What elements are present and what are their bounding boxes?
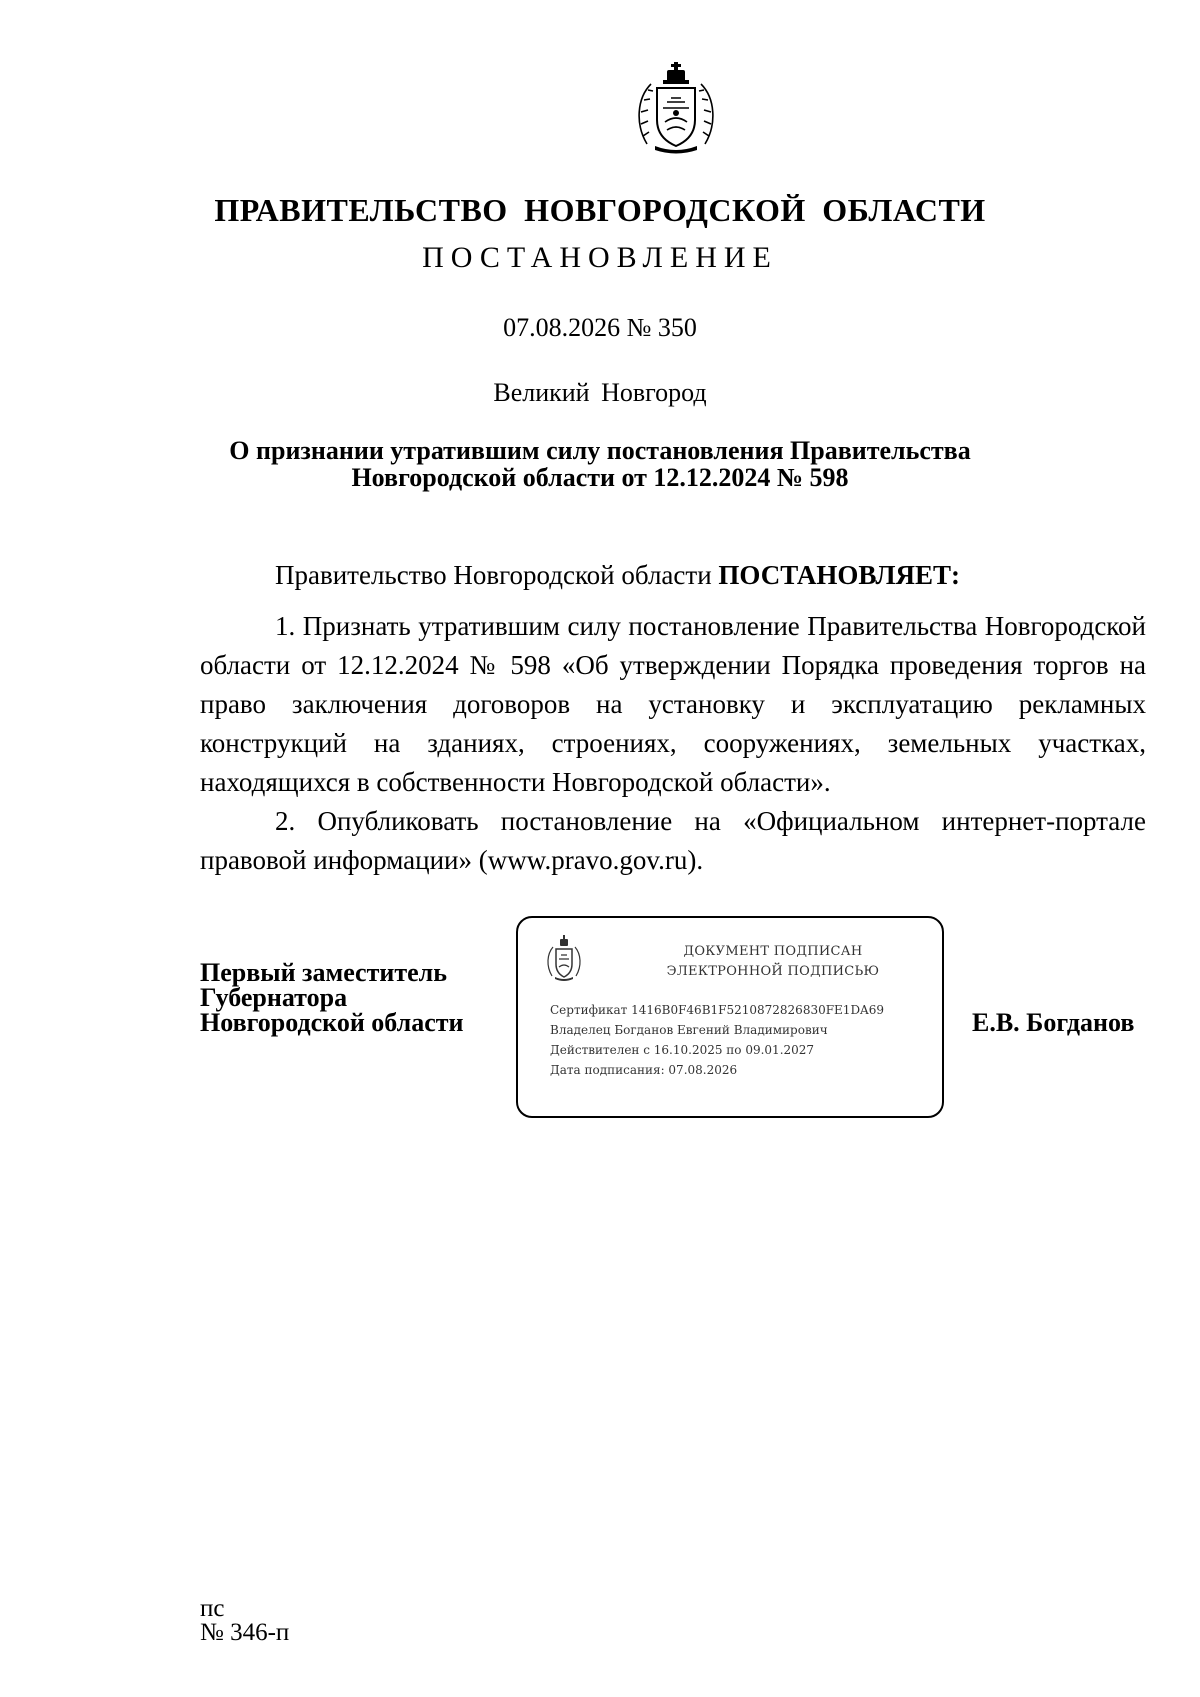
stamp-details bbox=[550, 1000, 940, 1080]
stamp-title-line: ЭЛЕКТРОННОЙ ПОДПИСЬЮ bbox=[666, 964, 880, 979]
preamble-emphasis: ПОСТАНОВЛЯЕТ: bbox=[718, 560, 960, 590]
signer-position-line: Первый заместитель bbox=[200, 958, 447, 987]
registration-mark-line: пс bbox=[200, 1595, 225, 1622]
body-item: 2. Опубликовать постановление на «Официальном интернет-портале правовой информации» (www.pravo.gov.ru). bbox=[200, 806, 1146, 875]
stamp-owner: Владелец Богданов Евгений Владимирович bbox=[550, 1023, 828, 1037]
signer-name: Е.В. Богданов bbox=[972, 1008, 1135, 1037]
subject-line: О признании утратившим силу постановления Правительства bbox=[229, 436, 971, 465]
registration-mark bbox=[200, 1597, 289, 1645]
stamp-title-line: ДОКУМЕНТ ПОДПИСАН bbox=[683, 944, 863, 959]
stamp-title bbox=[618, 942, 928, 982]
document-place: Великий Новгород bbox=[493, 378, 707, 407]
coat-of-arms-icon bbox=[633, 58, 719, 154]
subject-line: Новгородской области от 12.12.2024 № 598 bbox=[351, 463, 849, 492]
stamp-coat-of-arms-icon bbox=[546, 934, 582, 982]
stamp-signed-date: Дата подписания: 07.08.2026 bbox=[550, 1063, 738, 1077]
registration-mark-line: № 346-п bbox=[200, 1619, 290, 1646]
preamble-text: Правительство Новгородской области bbox=[275, 560, 719, 590]
body-item: 1. Признать утратившим силу постановление Правительства Новгородской области от 12.12.2024 № 598 «Об утверждении Порядка проведения торгов на право заключения договоров на установку и эксплуатацию рекламных конструкций на зданиях, строениях, сооружениях, земельных участках, находящихся в собственности Новгородской области». bbox=[200, 611, 1146, 797]
preamble bbox=[275, 560, 960, 591]
document-subject bbox=[160, 437, 1040, 491]
electronic-signature-stamp bbox=[516, 916, 944, 1118]
stamp-validity: Действителен с 16.10.2025 по 09.01.2027 bbox=[550, 1043, 815, 1057]
document-date-number: 07.08.2026 № 350 bbox=[503, 313, 697, 342]
document-type: ПОСТАНОВЛЕНИЕ bbox=[422, 241, 778, 274]
organization-title: ПРАВИТЕЛЬСТВО НОВГОРОДСКОЙ ОБЛАСТИ bbox=[214, 192, 986, 228]
document-body bbox=[200, 607, 1146, 880]
stamp-certificate: Сертификат 1416B0F46B1F5210872826830FE1DA69 bbox=[550, 1003, 884, 1017]
signer-position-line: Губернатора bbox=[200, 983, 348, 1012]
signer-position-line: Новгородской области bbox=[200, 1008, 464, 1037]
signer-position bbox=[200, 960, 500, 1035]
